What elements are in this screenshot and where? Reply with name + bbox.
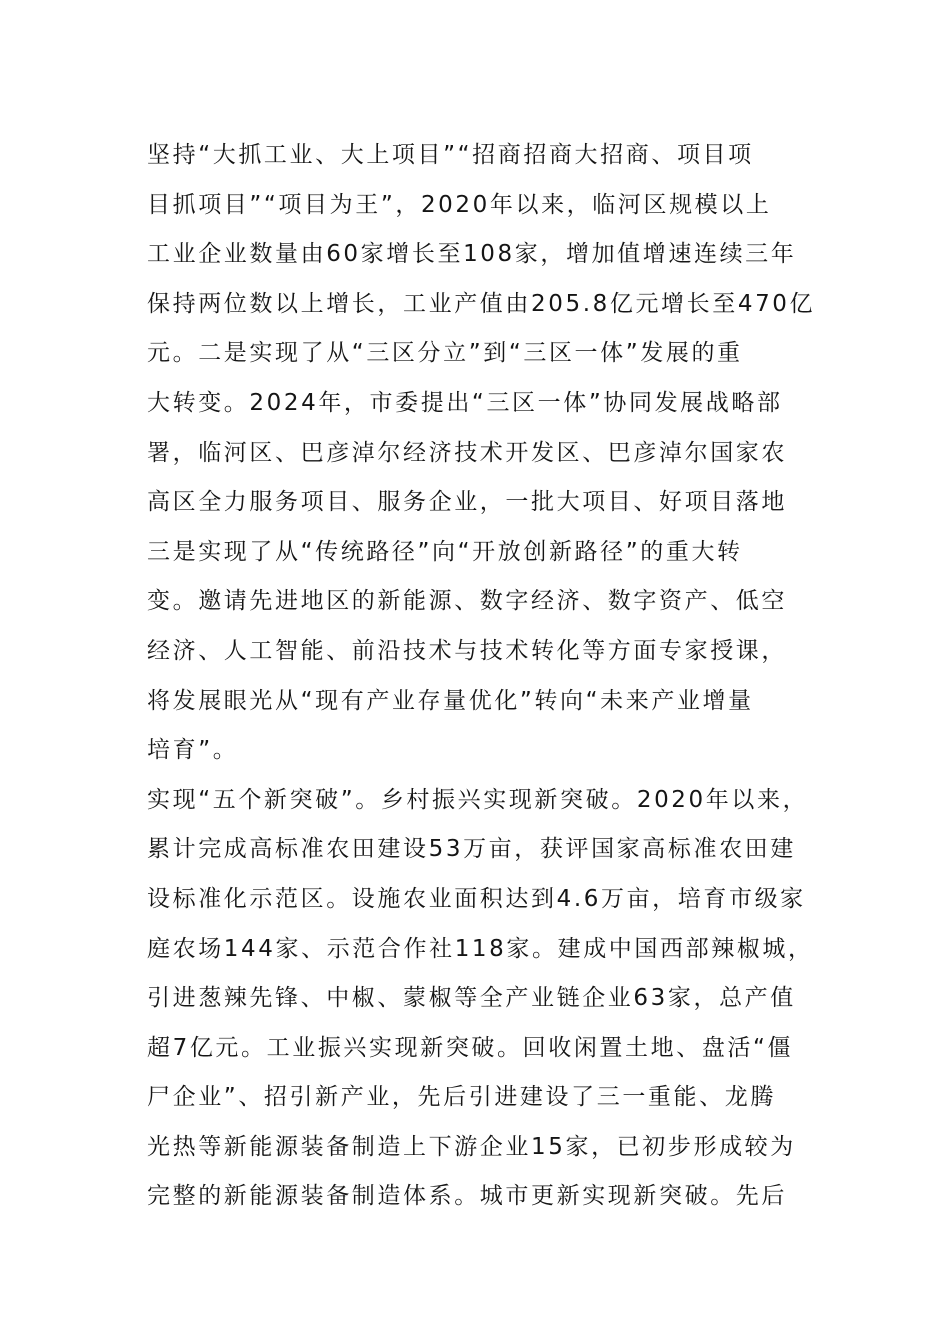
text-line: 元。二是实现了从“三区分立”到“三区一体”发展的重 xyxy=(147,340,743,367)
text-line: 目抓项目”“项目为王”，2020年以来，临河区规模以上 xyxy=(147,191,772,218)
text-line: 署，临河区、巴彦淖尔经济技术开发区、巴彦淖尔国家农 xyxy=(147,439,787,466)
text-line: 光热等新能源装备制造上下游企业15家，已初步形成较为 xyxy=(147,1133,796,1160)
text-line: 变。邀请先进地区的新能源、数字经济、数字资产、低空 xyxy=(147,588,787,615)
text-line: 庭农场144家、示范合作社118家。建成中国西部辣椒城， xyxy=(147,935,814,962)
document-body xyxy=(147,131,817,1222)
text-line: 高区全力服务项目、服务企业，一批大项目、好项目落地 xyxy=(147,489,787,516)
text-line: 引进葱辣先锋、中椒、蒙椒等全产业链企业63家，总产值 xyxy=(147,985,796,1012)
text-line: 完整的新能源装备制造体系。城市更新实现新突破。先后 xyxy=(147,1183,787,1210)
text-line: 保持两位数以上增长，工业产值由205.8亿元增长至470亿 xyxy=(147,290,816,317)
text-line: 实现“五个新突破”。乡村振兴实现新突破。2020年以来， xyxy=(147,786,809,813)
paragraph-2 xyxy=(147,776,817,1222)
text-line: 三是实现了从“传统路径”向“开放创新路径”的重大转 xyxy=(147,538,743,565)
text-line: 大转变。2024年，市委提出“三区一体”协同发展战略部 xyxy=(147,389,783,416)
text-line: 将发展眼光从“现有产业存量优化”转向“未来产业增量 xyxy=(147,687,754,714)
text-line: 坚持“大抓工业、大上项目”“招商招商大招商、项目项 xyxy=(147,142,754,168)
text-line: 累计完成高标准农田建设53万亩，获评国家高标准农田建 xyxy=(147,836,796,863)
text-line: 设标准化示范区。设施农业面积达到4.6万亩，培育市级家 xyxy=(147,885,806,912)
text-line: 超7亿元。工业振兴实现新突破。回收闲置土地、盘活“僵 xyxy=(147,1034,794,1061)
text-line: 工业企业数量由60家增长至108家，增加值增速连续三年 xyxy=(147,241,797,268)
text-line: 经济、人工智能、前沿技术与技术转化等方面专家授课， xyxy=(147,637,787,664)
paragraph-1 xyxy=(147,131,817,776)
text-line: 培育”。 xyxy=(147,737,239,764)
text-line: 尸企业”、招引新产业，先后引进建设了三一重能、龙腾 xyxy=(147,1084,776,1111)
